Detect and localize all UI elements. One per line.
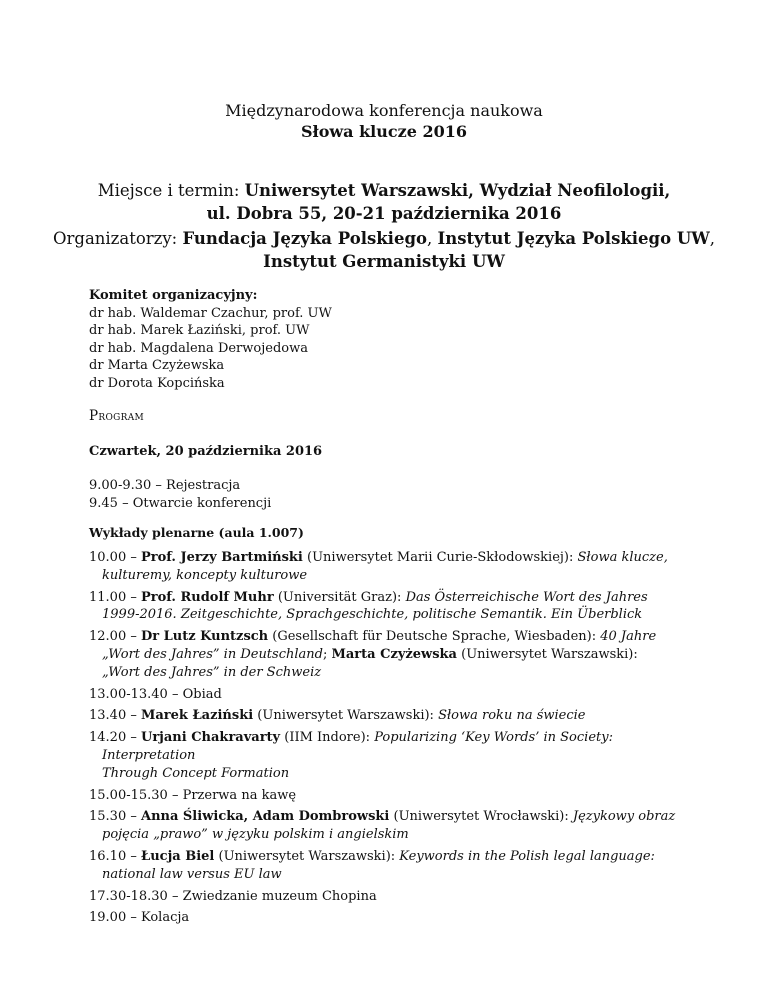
committee-member: dr hab. Magdalena Derwojedowa [89,340,308,356]
session-time: 12.00 – [89,629,141,645]
schedule-item [89,787,689,805]
museum-visit: 17.30-18.30 – Zwiedzanie muzeum Chopina [89,888,377,904]
session-time: 11.00 – [89,589,141,605]
session-entry [89,729,689,782]
conference-title [0,122,768,141]
plenary-heading-text: Wykłady plenarne (aula 1.007) [89,525,304,540]
talk-title: Das Österreichische Wort des Jahres [405,589,648,605]
talk-title: Językowy obraz [572,809,676,825]
speaker-name: Prof. Jerzy Bartmiński [140,550,303,565]
organizer-2: Instytut Języka Polskiego UW [437,229,710,248]
speaker-name: Marek Łaziński [140,708,254,724]
venue-value-line2: ul. Dobra 55, 20-21 października 2016 [206,204,562,223]
talk-title-cont: national law versus EU law [102,866,282,882]
speaker-name: Anna Śliwicka, Adam Dombrowski [140,809,390,825]
conference-type [0,101,768,120]
session-entry [89,549,689,585]
session-time: 15.30 – [89,809,141,825]
talk-title: Słowa klucze, [577,550,668,565]
session-time: 14.20 – [89,730,141,746]
speaker-name-2: Marta Czyżewska [331,646,457,662]
organizer-separator: , [427,229,438,248]
venue-value-line1: Uniwersytet Warszawski, Wydział Neofilologii, [244,181,671,200]
venue-section [0,179,768,225]
plenary-heading [89,524,689,542]
talk-title: Słowa roku na świecie [438,708,586,724]
organizers-section [0,227,768,273]
session-time: 13.40 – [89,708,141,724]
opening-items [89,477,689,513]
schedule-item: 9.00-9.30 – Rejestracja [89,478,241,493]
talk-title-cont: Through Concept Formation [102,765,290,781]
talk-title: 40 Jahre [600,629,657,645]
talk-title: Popularizing ‘Key Words’ in Society: Interpretation [102,730,613,763]
speaker-name: Łucja Biel [140,848,215,864]
schedule-item [89,686,689,704]
conference-type-text: Międzynarodowa konferencja naukowa [225,101,543,120]
talk-title-cont: 1999-2016. Zeitgeschichte, Sprachgeschichte, politische Semantik. Ein Überblick [102,607,643,623]
speaker-affiliation: (Uniwersytet Warszawski): [253,708,439,724]
plenary-sessions [89,549,689,931]
dinner: 19.00 – Kolacja [89,910,190,926]
program-heading [89,408,689,426]
schedule-item [89,909,689,927]
speaker-affiliation-2: (Uniwersytet Warszawski): [456,646,638,662]
speaker-affiliation: (Uniwersytet Wrocławski): [389,809,573,825]
organizers-label: Organizatorzy: [52,229,183,248]
speaker-name: Urjani Chakravarty [140,730,281,746]
session-entry [89,808,689,844]
session-entry [89,628,689,681]
speaker-affiliation: (Uniwersytet Marii Curie-Skłodowskiej): [302,550,578,565]
committee-member: dr Marta Czyżewska [89,358,225,373]
committee-member: dr hab. Waldemar Czachur, prof. UW [89,305,332,321]
conference-title-text: Słowa klucze 2016 [301,122,467,141]
speaker-affiliation: (Uniwersytet Warszawski): [214,848,400,864]
talk-title-2: „Wort des Jahres” in der Schweiz [102,664,322,680]
session-time: 10.00 – [89,550,141,565]
speaker-affiliation: (Universität Graz): [273,589,406,605]
day-heading [89,443,689,461]
talk-title-cont: pojęcia „prawo” w języku polskim i angielskim [102,827,409,843]
schedule-item: 9.45 – Otwarcie konferencji [89,495,272,511]
separator: ; [322,646,332,662]
committee-section [89,287,689,392]
organizer-separator-end: , [709,229,716,248]
day-heading-text: Czwartek, 20 października 2016 [89,444,323,459]
talk-title-cont: „Wort des Jahres” in Deutschland [102,646,323,662]
session-entry [89,589,689,625]
program-heading-text: Program [89,408,145,424]
committee-member: dr hab. Marek Łaziński, prof. UW [89,323,310,338]
talk-title: Keywords in the Polish legal language: [399,848,655,864]
session-time: 16.10 – [89,848,141,864]
organizer-1: Fundacja Języka Polskiego [182,229,427,248]
speaker-affiliation: (IIM Indore): [280,730,375,746]
lunch-break: 13.00-13.40 – Obiad [89,686,222,702]
speaker-affiliation: (Gesellschaft für Deutsche Sprache, Wiesbaden): [268,629,601,645]
schedule-item [89,888,689,906]
venue-label: Miejsce i termin: [97,181,245,200]
organizer-3: Instytut Germanistyki UW [263,252,505,271]
session-entry [89,707,689,725]
speaker-name: Prof. Rudolf Muhr [140,589,274,605]
session-entry [89,848,689,884]
talk-title-cont: kulturemy, koncepty kulturowe [102,567,308,583]
committee-member: dr Dorota Kopcińska [89,375,225,391]
speaker-name: Dr Lutz Kuntzsch [140,629,269,645]
coffee-break: 15.00-15.30 – Przerwa na kawę [89,787,297,803]
committee-heading: Komitet organizacyjny: [89,288,258,303]
